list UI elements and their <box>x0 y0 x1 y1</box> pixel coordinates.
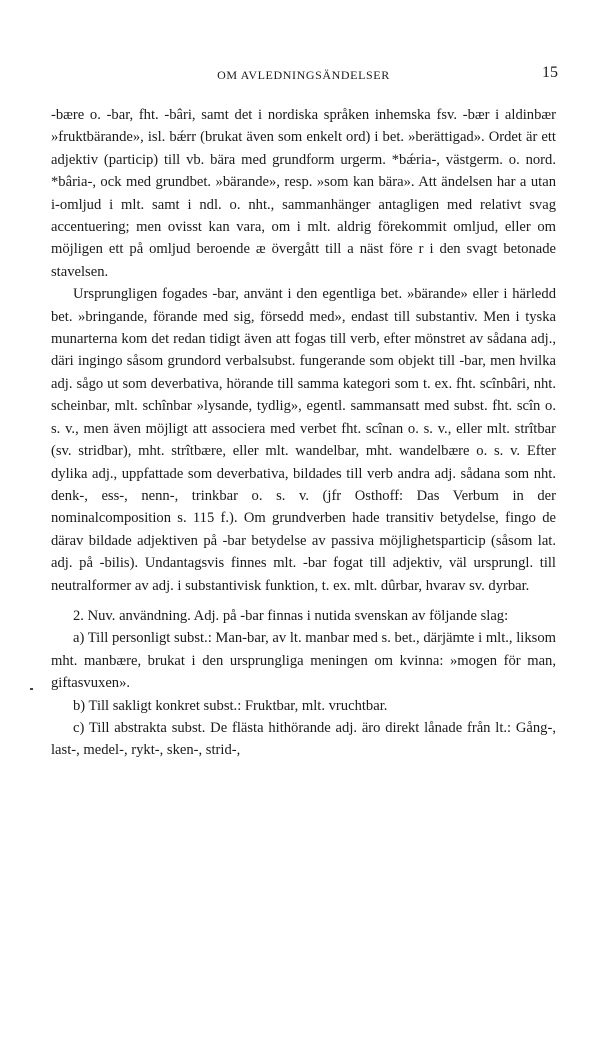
paragraph-origin: Ursprungligen fogades -bar, använt i den egentliga bet. »bärande» eller i härledd bet. »bringande, förande med sig, försedd med», endast till substantiv. Men i tyska munarterna kom det redan tidigt även att fogas till verb, efter mönstret av sådana adj., däri ingingo såsom grundord verbalsubst. fungerande som objekt till -bar, men hvilka adj. sågo ut som deverbativa, hörande till samma kategori som t. ex. fht. scînbâri, nht. scheinbar, mlt. schînbar »lysande, tydlig», egentl. sammansatt med subst. fht. scîn o. s. v., men även möjligt att associera med verbet fht. scînan o. s. v., eller mlt. strîtbar (sv. stridbar), mht. strîtbære, eller mlt. wandelbar, mht. wandelbære o. s. v. Efter dylika adj., uppfattade som deverbativa, bildades till verb andra adj. sådana som nht. denk-, ess-, nenn-, trinkbar o. s. v. (jfr Osthoff: Das Verbum in der nominalcomposition s. 115 f.). Om grundverben hade transitiv betydelse, fingo de därav bildade adjektiven på -bar betydelse av passiva möjlighetsparticip (såsom lat. adj. på -bilis). Undantagsvis finnes mlt. -bar fogat till adjektiv, väl ursprungl. till neutralformer av adj. i substantivisk funktion, t. ex. mlt. dûrbar, hvarav sv. dyrbar. <box>51 286 556 594</box>
margin-mark <box>30 688 33 690</box>
running-title: OM AVLEDNINGSÄNDELSER <box>217 68 390 82</box>
page-header <box>51 62 556 86</box>
section-heading-usage: 2. Nuv. användning. Adj. på -bar finnas i nutida svenskan av följande slag: <box>73 607 509 624</box>
list-item-a: a) Till personligt subst.: Man-bar, av lt. manbar med s. bet., därjämte i mlt., liksom mht. manbære, brukat i den ursprungliga meningen om kvinna: »mogen för man, giftasvuxen». <box>51 630 556 692</box>
list-item-b: b) Till sakligt konkret subst.: Fruktbar, mlt. vruchtbar. <box>73 697 388 714</box>
page-number: 15 <box>542 64 558 81</box>
paragraph-etymology: -bære o. -bar, fht. -bâri, samt det i nordiska språken inhemska fsv. -bær i aldinbær »fruktbärande», isl. bǽrr (brukat även som enkelt ord) i bet. »berättigad». Ordet är ett adjektiv (particip) till vb. bära med grundform urgerm. *bǽria-, västgerm. o. nord. *bâria-, ock med grundbet. »bärande», resp. »som kan bära». Att ändelsen har a utan i-omljud i mlt. samt i ndl. o. nht., sammanhänger antagligen med relativt svag accentuering; men ovisst kan vara, om i mlt. aldrig förekommit omljud, eller om möjligen ett på omljud beroende æ övergått till a näst före r i den svagt betonade stavelsen. <box>51 107 556 280</box>
book-page <box>51 62 556 762</box>
list-item-c: c) Till abstrakta subst. De flästa hithörande adj. äro direkt lånade från lt.: Gång-, last-, medel-, rykt-, sken-, strid-, <box>51 719 556 759</box>
body-text <box>51 104 556 762</box>
